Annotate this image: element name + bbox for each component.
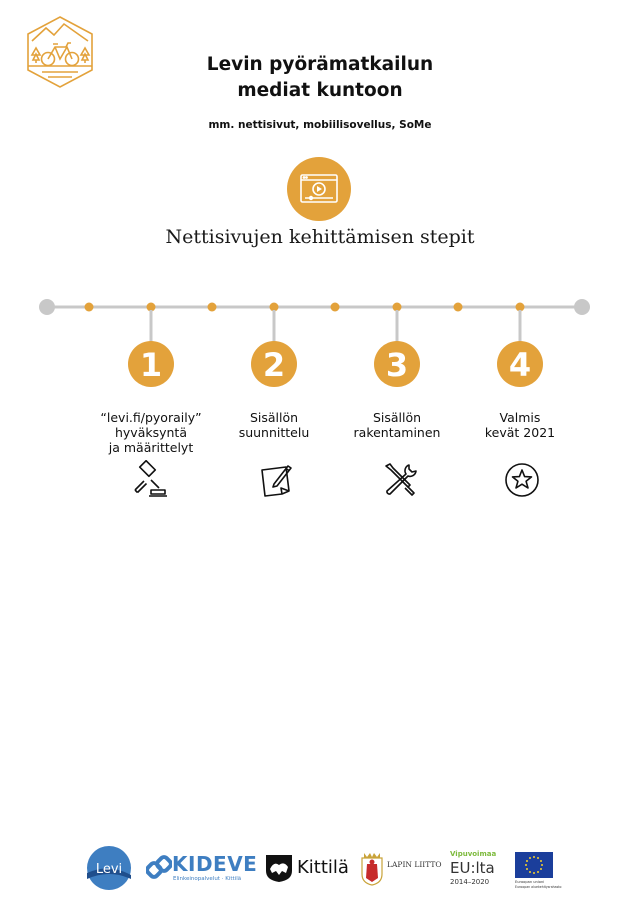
section-heading: Nettisivujen kehittämisen stepit bbox=[165, 226, 475, 248]
gavel-icon bbox=[131, 460, 171, 500]
step-4-label: Valmis kevät 2021 bbox=[484, 410, 556, 440]
page-subtitle: mm. nettisivut, mobiilisovellus, SoMe bbox=[208, 119, 432, 131]
vipuvoimaa-eu-logo: Vipuvoimaa EU:lta 2014–2020 bbox=[450, 850, 497, 886]
step-2-label: Sisällön suunnittelu bbox=[238, 410, 310, 440]
step-1-label: “levi.fi/pyoraily” hyväksyntä ja määrittelyt bbox=[100, 410, 202, 455]
step-1-number: 1 bbox=[139, 346, 163, 384]
step-4-number: 4 bbox=[508, 346, 532, 384]
timeline-dot bbox=[454, 303, 463, 312]
svg-text:Levi: Levi bbox=[95, 862, 123, 877]
video-player-icon bbox=[287, 157, 351, 221]
timeline-dot bbox=[331, 303, 340, 312]
kittila-logo: Kittilä bbox=[264, 852, 354, 886]
timeline bbox=[0, 290, 640, 390]
eu-flag-logo: Euroopan unioni Euroopan aluekehitysrahasto bbox=[514, 852, 558, 892]
page-title-line-2: mediat kuntoon bbox=[237, 80, 403, 101]
eu-flag-icon bbox=[515, 852, 553, 878]
levi-logo bbox=[86, 845, 132, 891]
notepad-pencil-icon bbox=[256, 460, 296, 500]
timeline-start-dot bbox=[39, 299, 55, 315]
tools-icon bbox=[379, 460, 419, 500]
star-icon bbox=[502, 460, 542, 500]
step-2-number: 2 bbox=[262, 346, 286, 384]
timeline-dot bbox=[85, 303, 94, 312]
chain-link-icon bbox=[146, 854, 172, 880]
lapin-liitto-logo: LAPIN LIITTO bbox=[360, 850, 440, 888]
timeline-end-dot bbox=[574, 299, 590, 315]
kideve-logo: KIDEVE Elinkeinopalvelut · Kittilä bbox=[146, 852, 256, 886]
lapland-crest-icon bbox=[360, 852, 384, 886]
step-3-number: 3 bbox=[385, 346, 409, 384]
page-title bbox=[0, 52, 640, 104]
kittila-crest-icon bbox=[264, 853, 294, 883]
timeline-dot bbox=[208, 303, 217, 312]
page-title-line-1: Levin pyörämatkailun bbox=[206, 54, 434, 75]
step-3-label: Sisällön rakentaminen bbox=[353, 410, 441, 440]
